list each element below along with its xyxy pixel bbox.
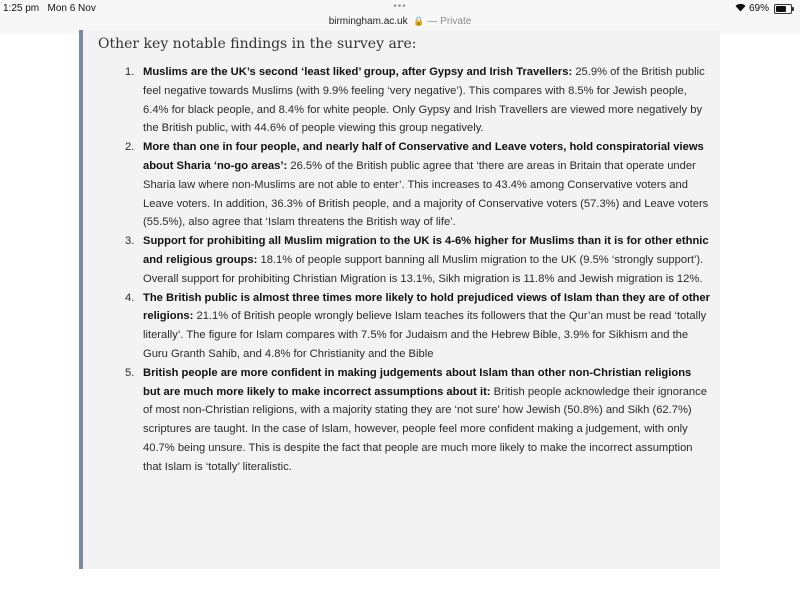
battery-icon	[774, 4, 792, 14]
status-indicators	[735, 3, 792, 14]
finding-text: 18.1% of people support banning all Muslim migration to the UK (9.5% ‘strongly support’). Overall support for prohibiting Christian Migration is 13.1%, Sikh migration is 11.8% and Jewish migration is 12%.	[143, 253, 704, 285]
finding-item	[125, 364, 711, 477]
finding-item	[125, 63, 711, 138]
status-date: Mon 6 Nov	[47, 3, 96, 14]
finding-lead: British people are more confident in making judgements about Islam than other non-Christian religions but are much more likely to make incorrect assumptions about it:	[143, 366, 692, 398]
lock-icon: 🔒	[413, 16, 425, 26]
finding-text: 25.9% of the British public feel negative towards Muslims (with 9.9% feeling ‘very negative’). This compares with 8.5% for Jewish people, 6.4% for black people, and 8.4% for white people. Only Gypsy and Irish Travellers are viewed more negatively by the British public, with 44.6% of people viewing this group negatively.	[143, 66, 705, 135]
tab-menu-dots[interactable]: •••	[393, 1, 407, 12]
finding-item	[125, 232, 711, 288]
finding-number: 1.	[125, 66, 135, 78]
status-time: 1:25 pm Mon 6 Nov	[3, 3, 96, 14]
battery-percent: 69%	[748, 3, 769, 14]
wifi-icon	[735, 3, 746, 14]
finding-lead: More than one in four people, and nearly half of Conservative and Leave voters, hold conspiratorial views about Sharia ‘no-go areas’:	[143, 141, 704, 172]
finding-item	[125, 138, 711, 232]
findings-quote-block	[79, 30, 720, 569]
finding-lead: The British public is almost three times more likely to hold prejudiced views of Islam than they are of other religions:	[143, 291, 710, 323]
status-bar	[0, 0, 800, 34]
finding-text: British people acknowledge their ignorance of most non-Christian religions, with a majority stating they are ‘not sure’ how Jewish (50.8%) and Sikh (62.7%) scriptures are taught. In the case of Islam, however, people feel more confident making a judgement, with only 40.7% being unsure. This is despite the fact that people are much more likely to make the incorrect assumption that Islam is ‘totally’ literalistic.	[143, 385, 707, 473]
url-text[interactable]: birmingham.ac.uk	[328, 16, 408, 27]
finding-text: 21.1% of British people wrongly believe Islam teaches its followers that the Qur’an must be read ‘totally literally’. The figure for Islam compares with 7.5% for Judaism and the Hebrew Bible, 3.9% for Sikhism and the Guru Granth Sahib, and 4.8% for Christianity and the Bible	[143, 310, 707, 360]
finding-lead: Support for prohibiting all Muslim migration to the UK is 4-6% higher for Muslims than it is for other ethnic and religious groups:	[143, 235, 709, 266]
findings-list	[125, 63, 711, 477]
private-label: — Private	[427, 16, 472, 27]
finding-number: 3.	[125, 235, 135, 248]
finding-item	[125, 289, 711, 364]
finding-number: 5.	[125, 366, 135, 379]
finding-number: 2.	[125, 141, 135, 154]
finding-lead: Muslims are the UK’s second ‘least liked’ group, after Gypsy and Irish Travellers:	[143, 66, 573, 78]
finding-number: 4.	[125, 291, 135, 304]
finding-text: 26.5% of the British public agree that ‘there are areas in Britain that operate under Sharia law where non-Muslims are not able to enter’. This increases to 43.4% among Conservative voters and Leave voters. In addition, 36.3% of British people, and a majority of Conservative voters (57.3%) and Leave voters (55.5%), also agree that ‘Islam threatens the British way of life’.	[143, 159, 709, 229]
findings-intro: Other key notable findings in the survey are:	[98, 36, 417, 52]
address-bar[interactable]	[0, 16, 800, 27]
